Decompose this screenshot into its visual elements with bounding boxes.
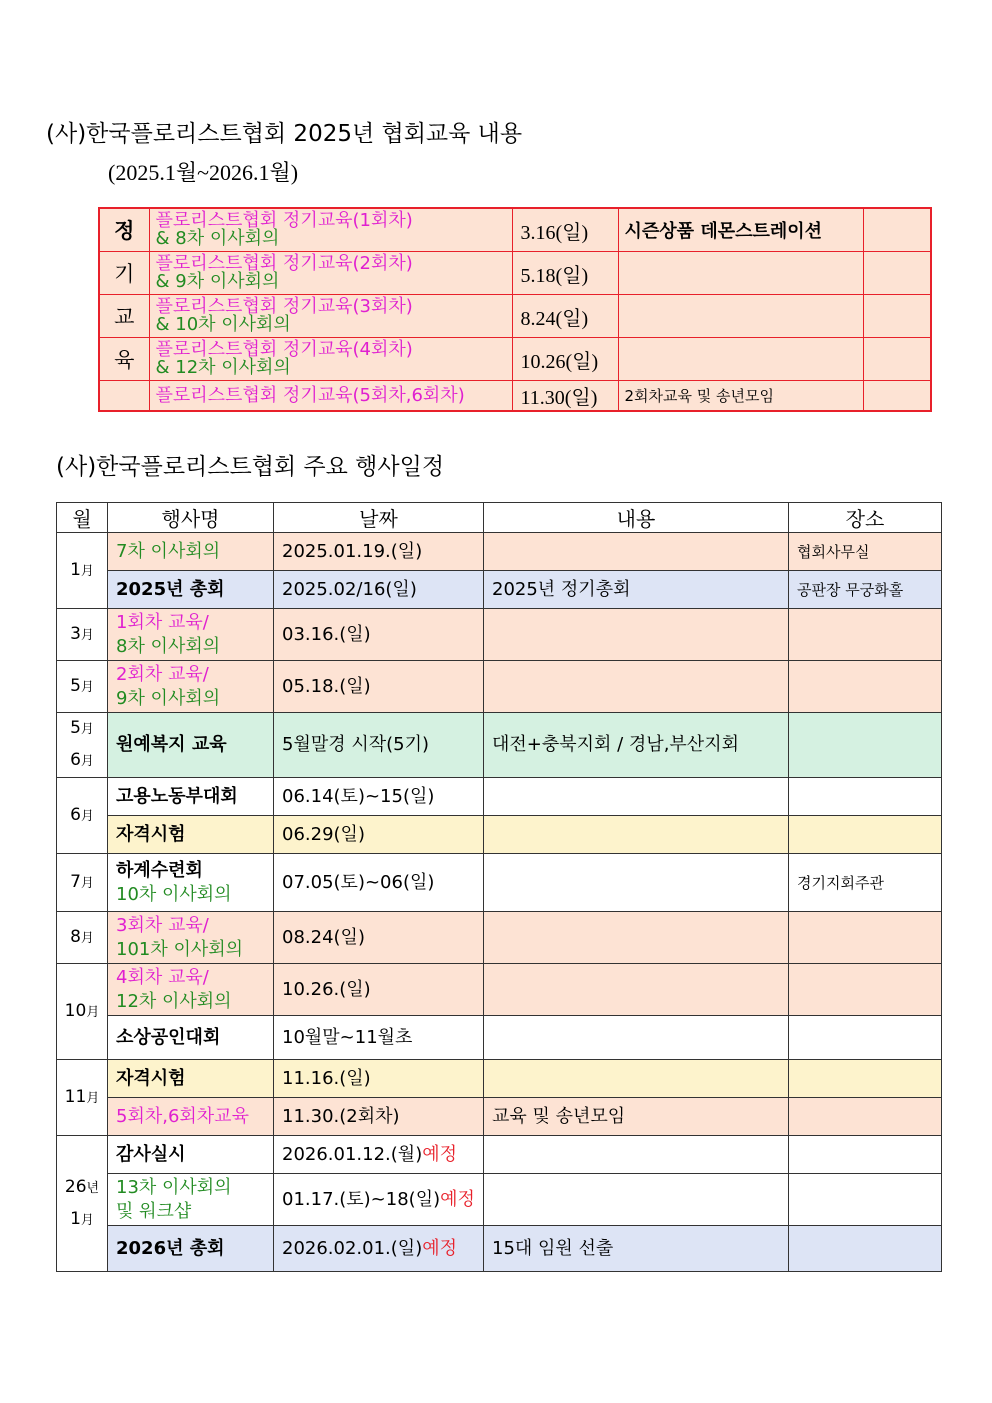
table-row: [57, 964, 942, 1016]
education-row: [99, 381, 931, 412]
event-cell: 2026년 총회: [108, 1226, 274, 1272]
table-row: [57, 1060, 942, 1098]
date-cell: 2025.01.19.(일): [274, 533, 484, 571]
empty-cell: [863, 295, 931, 338]
meeting-name: & 12차 이사회의: [155, 357, 291, 378]
month-cell: 6月: [57, 778, 108, 854]
content-cell: [484, 1060, 789, 1098]
side-char: [99, 381, 149, 412]
date-cell: 3.16(일): [512, 208, 618, 252]
event-cell: 1회차 교육/ 8차 이사회의: [108, 609, 274, 661]
place-cell: [789, 816, 942, 854]
month-cell: 10月: [57, 964, 108, 1060]
table-row: [57, 1226, 942, 1272]
program-name: 플로리스트협회 정기교육(2회차): [155, 253, 413, 274]
header-month: 월: [57, 503, 108, 533]
side-char: 교: [99, 295, 149, 338]
place-cell: [789, 778, 942, 816]
content-cell: [484, 1136, 789, 1174]
program-name: 플로리스트협회 정기교육(1회차): [155, 210, 413, 231]
date-cell: 06.14(토)~15(일): [274, 778, 484, 816]
date-cell: 01.17.(토)~18(일)예정: [274, 1174, 484, 1226]
content-cell: [484, 609, 789, 661]
event-cell: 원예복지 교육: [108, 713, 274, 778]
date-cell: 5월말경 시작(5기): [274, 713, 484, 778]
place-cell: [789, 1174, 942, 1226]
table-row: [57, 713, 942, 778]
month-cell: 11月: [57, 1060, 108, 1136]
note-cell: [618, 295, 863, 338]
header-content: 내용: [484, 503, 789, 533]
program-cell: [149, 295, 512, 338]
date-cell: 5.18(일): [512, 252, 618, 295]
content-cell: [484, 854, 789, 912]
month-cell: 8月: [57, 912, 108, 964]
note-cell: [618, 338, 863, 381]
date-cell: 05.18.(일): [274, 661, 484, 713]
event-cell: 5회차,6회차교육: [108, 1098, 274, 1136]
month-cell: 26년 1月: [57, 1136, 108, 1272]
month-cell: 3月: [57, 609, 108, 661]
date-cell: 03.16.(일): [274, 609, 484, 661]
place-cell: [789, 1016, 942, 1060]
event-cell: 하계수련회 10차 이사회의: [108, 854, 274, 912]
table-row: [57, 1136, 942, 1174]
date-cell: 10.26.(일): [274, 964, 484, 1016]
content-cell: 15대 임원 선출: [484, 1226, 789, 1272]
date-cell: 08.24(일): [274, 912, 484, 964]
program-cell: [149, 338, 512, 381]
content-cell: 대전+충북지회 / 경남,부산지회: [484, 713, 789, 778]
content-cell: [484, 912, 789, 964]
table-row: [57, 1174, 942, 1226]
place-cell: [789, 1136, 942, 1174]
month-cell: 7月: [57, 854, 108, 912]
education-row: [99, 208, 931, 252]
event-cell: 13차 이사회의 및 워크샵: [108, 1174, 274, 1226]
event-cell: 2025년 총회: [108, 571, 274, 609]
content-cell: [484, 778, 789, 816]
header-date: 날짜: [274, 503, 484, 533]
content-cell: 2025년 정기총회: [484, 571, 789, 609]
date-cell: 06.29(일): [274, 816, 484, 854]
place-cell: [789, 964, 942, 1016]
place-cell: 협회사무실: [789, 533, 942, 571]
date-cell: 2026.01.12.(월)예정: [274, 1136, 484, 1174]
content-cell: [484, 1174, 789, 1226]
program-cell: [149, 208, 512, 252]
header-event: 행사명: [108, 503, 274, 533]
event-cell: 4회차 교육/ 12차 이사회의: [108, 964, 274, 1016]
table-row: [57, 571, 942, 609]
date-cell: 2026.02.01.(일)예정: [274, 1226, 484, 1272]
program-name: 플로리스트협회 정기교육(4회차): [155, 339, 413, 360]
note-cell: 시즌상품 데몬스트레이션: [618, 208, 863, 252]
date-cell: 11.16.(일): [274, 1060, 484, 1098]
date-cell: 11.30.(2회차): [274, 1098, 484, 1136]
table-row: [57, 661, 942, 713]
place-cell: [789, 1098, 942, 1136]
program-name: 플로리스트협회 정기교육(3회차): [155, 296, 413, 317]
place-cell: [789, 912, 942, 964]
month-cell: 1月: [57, 533, 108, 609]
table-row: [57, 816, 942, 854]
event-cell: 2회차 교육/ 9차 이사회의: [108, 661, 274, 713]
empty-cell: [863, 338, 931, 381]
place-cell: [789, 661, 942, 713]
event-cell: 자격시험: [108, 816, 274, 854]
program-name: 플로리스트협회 정기교육(5회차,6회차): [149, 381, 512, 412]
education-period: (2025.1월~2026.1월): [108, 160, 299, 185]
place-cell: 경기지회주관: [789, 854, 942, 912]
place-cell: [789, 609, 942, 661]
header-row: [57, 503, 942, 533]
month-cell: 5月: [57, 661, 108, 713]
date-cell: 10.26(일): [512, 338, 618, 381]
schedule-table: [56, 502, 942, 1272]
table-row: [57, 1098, 942, 1136]
date-cell: 07.05(토)~06(일): [274, 854, 484, 912]
date-cell: 10월말~11월초: [274, 1016, 484, 1060]
side-char: 육: [99, 338, 149, 381]
table-row: [57, 778, 942, 816]
content-cell: [484, 1016, 789, 1060]
meeting-name: & 10차 이사회의: [155, 314, 291, 335]
event-cell: 고용노동부대회: [108, 778, 274, 816]
note-cell: [618, 252, 863, 295]
content-cell: [484, 661, 789, 713]
meeting-name: & 8차 이사회의: [155, 228, 280, 249]
date-cell: 8.24(일): [512, 295, 618, 338]
education-row: [99, 252, 931, 295]
content-cell: 교육 및 송년모임: [484, 1098, 789, 1136]
event-cell: 7차 이사회의: [108, 533, 274, 571]
empty-cell: [863, 381, 931, 412]
table-row: [57, 1016, 942, 1060]
date-cell: 2025.02/16(일): [274, 571, 484, 609]
program-cell: [149, 252, 512, 295]
header-place: 장소: [789, 503, 942, 533]
education-table: [98, 207, 932, 412]
content-cell: [484, 816, 789, 854]
table-row: [57, 854, 942, 912]
event-cell: 감사실시: [108, 1136, 274, 1174]
content-cell: [484, 533, 789, 571]
education-row: [99, 295, 931, 338]
education-title: (사)한국플로리스트협회 2025년 협회교육 내용: [46, 121, 523, 147]
empty-cell: [863, 208, 931, 252]
event-cell: 3회차 교육/ 101차 이사회의: [108, 912, 274, 964]
side-char: 기: [99, 252, 149, 295]
schedule-title: (사)한국플로리스트협회 주요 행사일정: [56, 454, 445, 480]
note-cell: 2회차교육 및 송년모임: [618, 381, 863, 412]
meeting-name: & 9차 이사회의: [155, 271, 280, 292]
content-cell: [484, 964, 789, 1016]
table-row: [57, 609, 942, 661]
place-cell: [789, 1060, 942, 1098]
place-cell: 공판장 무궁화홀: [789, 571, 942, 609]
side-char: 정: [99, 208, 149, 252]
education-row: [99, 338, 931, 381]
event-cell: 자격시험: [108, 1060, 274, 1098]
event-cell: 소상공인대회: [108, 1016, 274, 1060]
table-row: [57, 912, 942, 964]
date-cell: 11.30(일): [512, 381, 618, 412]
month-cell: 5月 6月: [57, 713, 108, 778]
empty-cell: [863, 252, 931, 295]
table-row: [57, 533, 942, 571]
place-cell: [789, 713, 942, 778]
place-cell: [789, 1226, 942, 1272]
